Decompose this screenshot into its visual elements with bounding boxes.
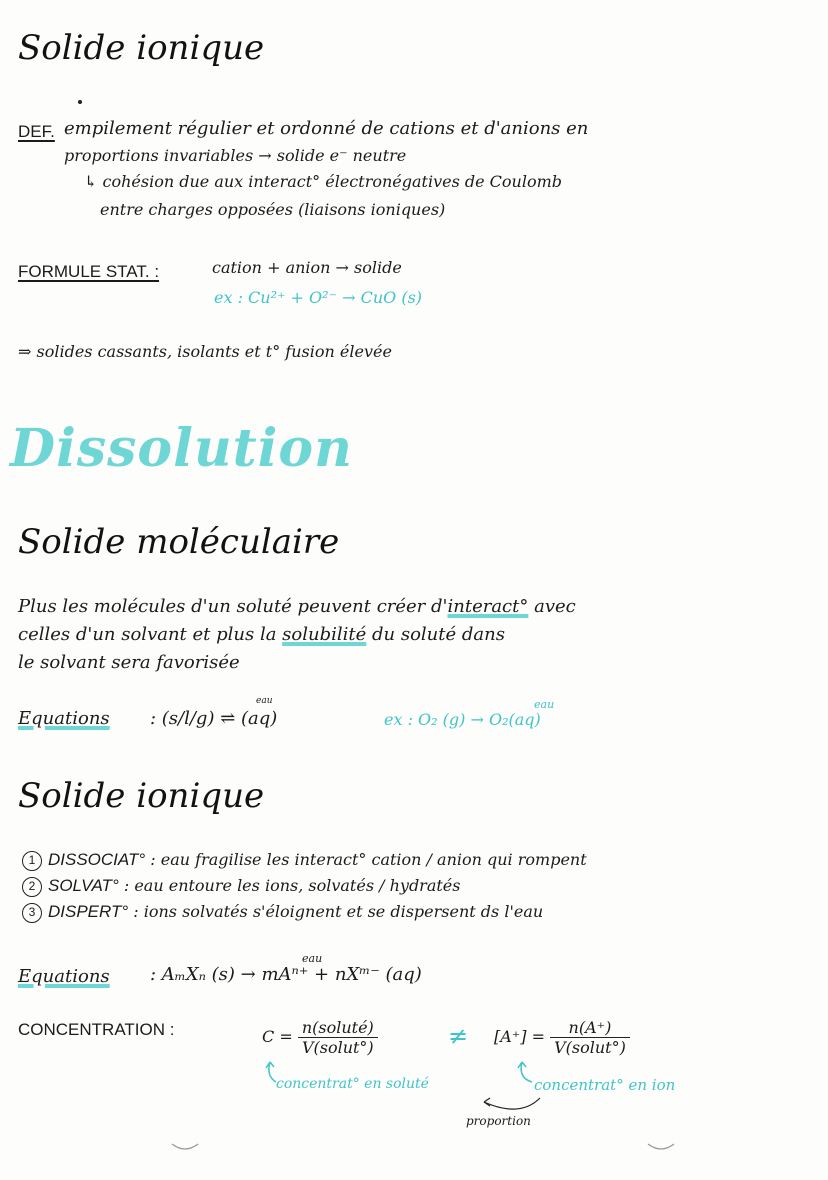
solubilite-highlight: solubilité [282, 624, 367, 645]
step-3 [22, 902, 543, 923]
def-label: DEF. [18, 122, 55, 141]
arrow-right-icon [512, 1060, 536, 1084]
mol-line-2a: celles d'un solvant et plus la [18, 624, 283, 645]
page-mark-left-icon [170, 1140, 200, 1154]
formule-example: ex : Cu²⁺ + O²⁻ → CuO (s) [214, 288, 423, 307]
eq-text-2: : AₘXₙ (s) → mAⁿ⁺ + nXᵐ⁻ (aq) [150, 964, 422, 985]
def-line-2: proportions invariables → solide e⁻ neutre [64, 146, 407, 165]
step-3-label: DISPERT° [48, 902, 129, 921]
note-right: concentrat° en ion [534, 1076, 676, 1094]
mol-line-1a: Plus les molécules d'un soluté peuvent créer d' [18, 596, 448, 617]
eq-over-1: eau [256, 696, 273, 706]
step-3-number: 3 [22, 903, 42, 923]
mol-line-3: le solvant sera favorisée [18, 652, 240, 673]
a-formula [494, 1018, 630, 1057]
section1-title: Solide ionique [18, 28, 265, 68]
step-2-number: 2 [22, 877, 42, 897]
concentration-label: CONCENTRATION : [18, 1020, 175, 1039]
c-numerator: n(soluté) [298, 1018, 378, 1038]
note-left: concentrat° en soluté [276, 1076, 429, 1092]
formule-label: FORMULE STAT. : [18, 262, 160, 281]
a-equals: [A⁺] = [494, 1027, 545, 1046]
def-line-4: entre charges opposées (liaisons ioniques) [100, 200, 446, 219]
def-line-1: empilement régulier et ordonné de cations et d'anions en [64, 118, 589, 139]
step-2 [22, 876, 460, 897]
mol-line-2c: du soluté dans [366, 624, 505, 645]
step-2-label: SOLVAT° [48, 876, 119, 895]
step-1-number: 1 [22, 851, 42, 871]
a-denominator: V(solut°) [554, 1038, 626, 1057]
mol-line-1 [18, 596, 576, 617]
eq-text-1: : (s/l/g) ⇌ (aq) [150, 708, 278, 729]
ink-dot [78, 100, 82, 104]
c-equals: C = [262, 1027, 293, 1046]
c-denominator: V(solut°) [301, 1038, 374, 1057]
step-2-text: : eau entoure les ions, solvatés / hydratés [123, 876, 461, 895]
note-bottom: proportion [466, 1114, 531, 1128]
mol-line-2 [18, 624, 505, 645]
step-1-label: DISSOCIAT° [48, 850, 146, 869]
step-3-text: : ions solvatés s'éloignent et se dispersent ds l'eau [133, 902, 544, 921]
a-fraction [550, 1018, 630, 1057]
eq-example-over: eau [534, 698, 555, 711]
not-equal-sign: ≠ [448, 1022, 469, 1050]
eq-label-1: Equations [18, 708, 110, 729]
section2-title: Solide moléculaire [18, 522, 340, 562]
step-1-text: : eau fragilise les interact° cation / anion qui rompent [150, 850, 587, 869]
dissolution-title: Dissolution [10, 418, 353, 479]
conclusion: ⇒ solides cassants, isolants et t° fusion élevée [18, 342, 392, 361]
formule-text: cation + anion → solide [212, 258, 402, 277]
a-numerator: n(A⁺) [550, 1018, 630, 1038]
def-line-3: ↳ cohésion due aux interact° électronégatives de Coulomb [84, 172, 563, 191]
eq-over-2: eau [302, 952, 323, 965]
page-mark-right-icon [646, 1140, 676, 1154]
c-fraction [298, 1018, 378, 1057]
c-formula [262, 1018, 378, 1057]
section3-title: Solide ionique [18, 776, 265, 816]
eq-example-1: ex : O₂ (g) → O₂(aq) [384, 710, 541, 729]
eq-label-2: Equations [18, 966, 110, 987]
interact-highlight: interact° [447, 596, 529, 617]
step-1 [22, 850, 587, 871]
mol-line-1c: avec [528, 596, 576, 617]
